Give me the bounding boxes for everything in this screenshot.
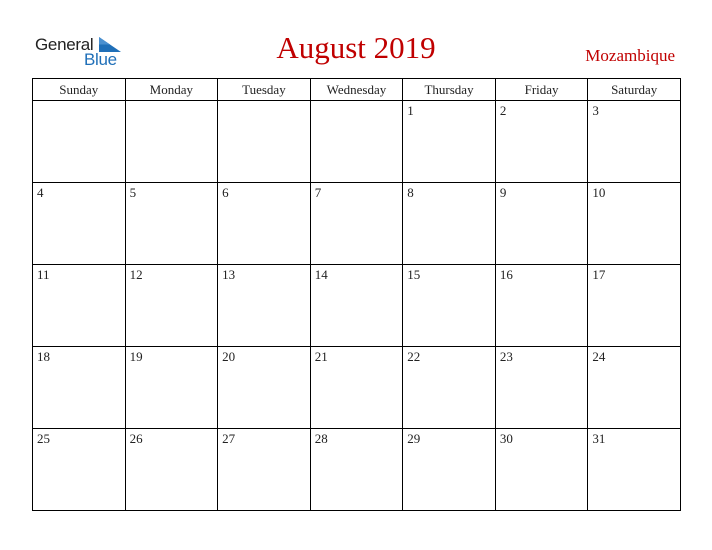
weekday-header: Wednesday (310, 79, 403, 101)
day-cell: 18 (33, 347, 126, 429)
day-cell: 2 (495, 101, 588, 183)
weekday-header: Tuesday (218, 79, 311, 101)
week-row (33, 101, 681, 183)
day-cell: 19 (125, 347, 218, 429)
day-cell: 13 (218, 265, 311, 347)
day-cell: 3 (588, 101, 681, 183)
day-cell: 31 (588, 429, 681, 511)
day-cell: 25 (33, 429, 126, 511)
day-cell: 30 (495, 429, 588, 511)
page-title: August 2019 (276, 30, 436, 65)
day-cell: 16 (495, 265, 588, 347)
weekday-header: Saturday (588, 79, 681, 101)
day-cell: 28 (310, 429, 403, 511)
logo-text-blue: Blue (84, 50, 117, 69)
week-row (33, 429, 681, 511)
day-cell: 29 (403, 429, 496, 511)
day-cell (33, 101, 126, 183)
day-cell: 11 (33, 265, 126, 347)
day-cell: 4 (33, 183, 126, 265)
day-cell: 14 (310, 265, 403, 347)
day-cell: 23 (495, 347, 588, 429)
weekday-header-row (33, 79, 681, 101)
day-cell (310, 101, 403, 183)
week-row (33, 183, 681, 265)
day-cell: 21 (310, 347, 403, 429)
day-cell (218, 101, 311, 183)
week-row (33, 265, 681, 347)
day-cell (125, 101, 218, 183)
calendar-grid (32, 78, 681, 511)
day-cell: 1 (403, 101, 496, 183)
country-label: Mozambique (585, 46, 675, 65)
logo-text-general: General (35, 35, 94, 54)
weekday-header: Friday (495, 79, 588, 101)
day-cell: 22 (403, 347, 496, 429)
day-cell: 10 (588, 183, 681, 265)
day-cell: 5 (125, 183, 218, 265)
weekday-header: Sunday (33, 79, 126, 101)
day-cell: 12 (125, 265, 218, 347)
day-cell: 27 (218, 429, 311, 511)
day-cell: 7 (310, 183, 403, 265)
day-cell: 24 (588, 347, 681, 429)
day-cell: 15 (403, 265, 496, 347)
weekday-header: Thursday (403, 79, 496, 101)
day-cell: 9 (495, 183, 588, 265)
day-cell: 17 (588, 265, 681, 347)
weekday-header: Monday (125, 79, 218, 101)
day-cell: 20 (218, 347, 311, 429)
day-cell: 26 (125, 429, 218, 511)
week-row (33, 347, 681, 429)
day-cell: 8 (403, 183, 496, 265)
day-cell: 6 (218, 183, 311, 265)
